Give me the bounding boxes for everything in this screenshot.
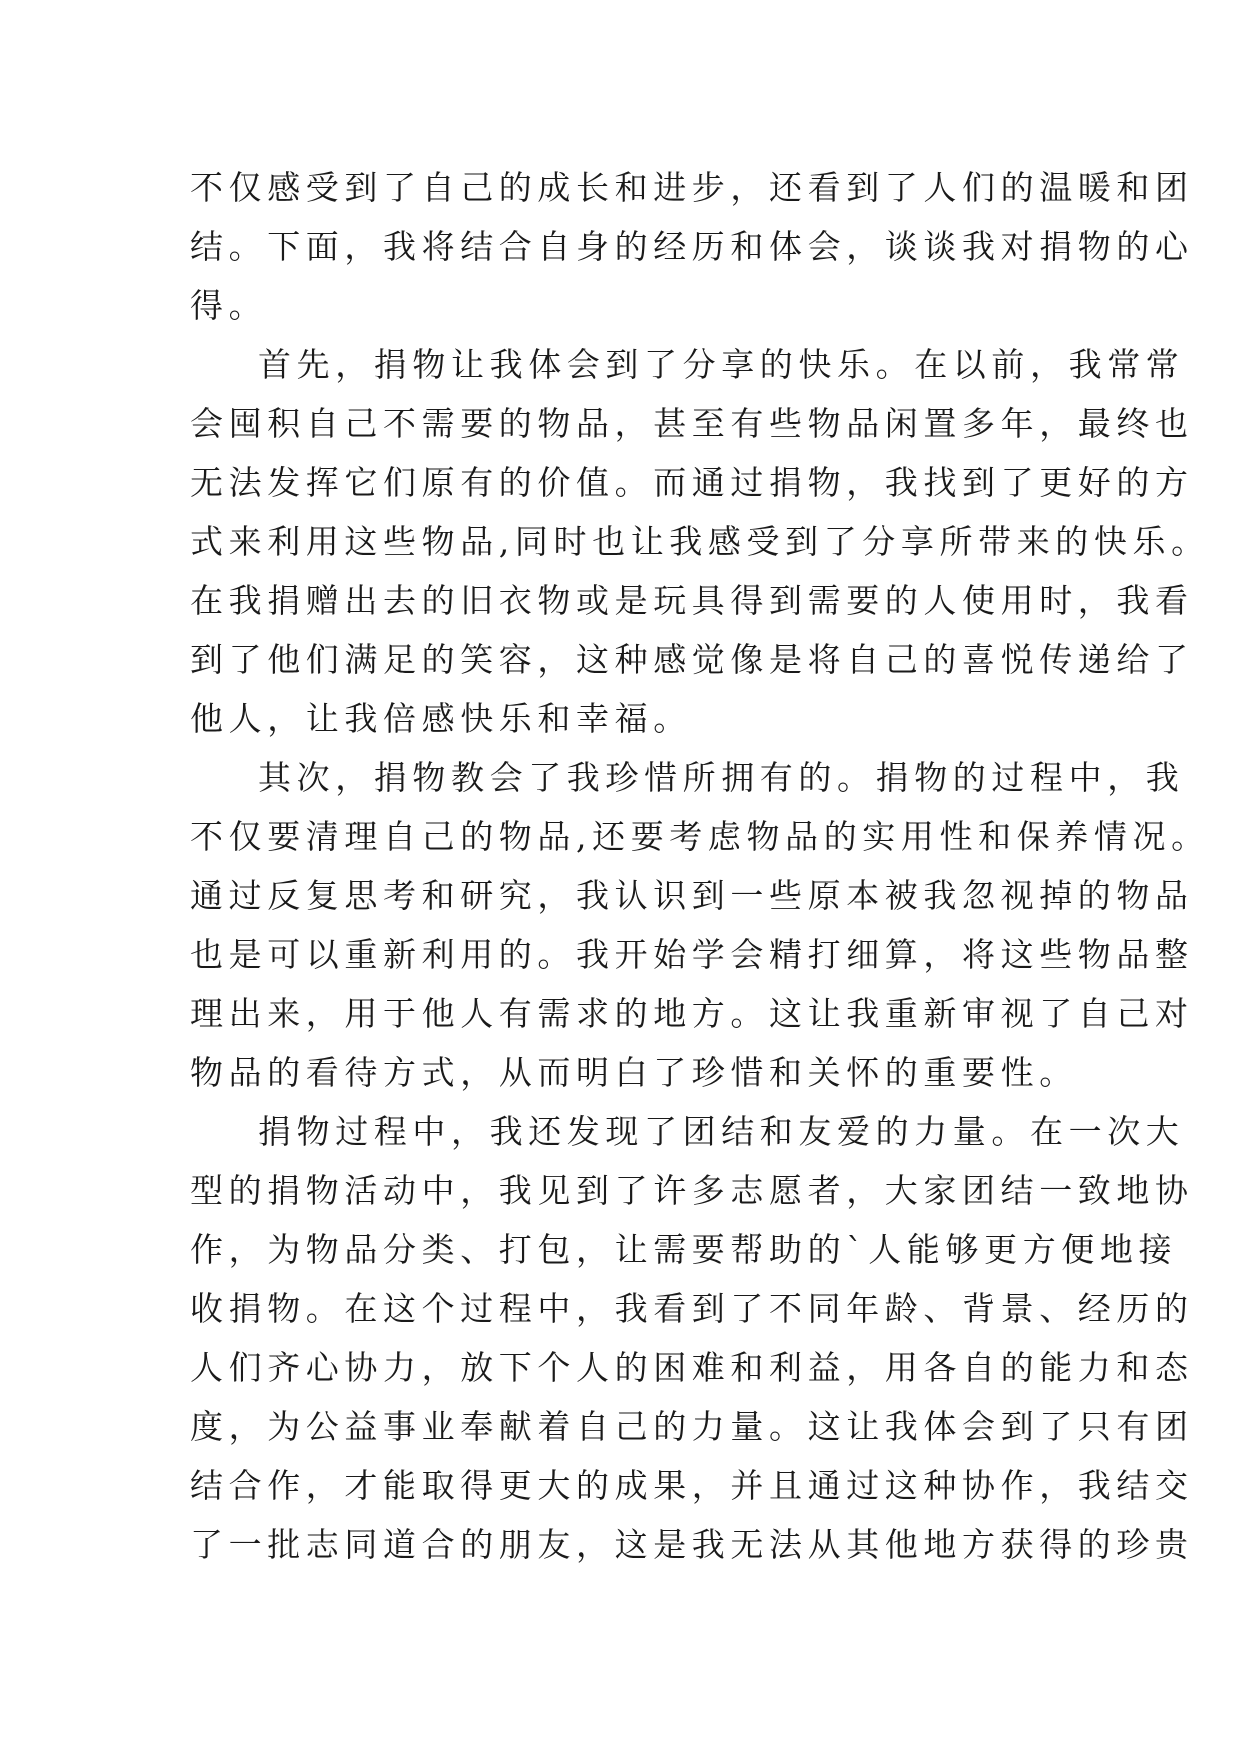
paragraph-intro-continued xyxy=(190,158,1194,335)
text-line: 到了他们满足的笑容，这种感觉像是将自己的喜悦传递给了 xyxy=(190,640,1194,679)
text-line: 不仅要清理自己的物品,还要考虑物品的实用性和保养情况。 xyxy=(190,817,1210,856)
text-line: 结。下面，我将结合自身的经历和体会，谈谈我对捐物的心 xyxy=(190,227,1194,266)
text-line-first: 捐物过程中，我还发现了团结和友爱的力量。在一次大 xyxy=(258,1112,1185,1151)
text-line: 型的捐物活动中，我见到了许多志愿者，大家团结一致地协 xyxy=(190,1171,1194,1210)
paragraph-unity xyxy=(190,1102,1194,1574)
text-line: 理出来，用于他人有需求的地方。这让我重新审视了自己对 xyxy=(190,994,1194,1033)
document-page xyxy=(190,158,1210,1574)
text-line: 不仅感受到了自己的成长和进步，还看到了人们的温暖和团 xyxy=(190,168,1194,207)
text-line: 也是可以重新利用的。我开始学会精打细算，将这些物品整 xyxy=(190,935,1194,974)
text-line-first: 首先，捐物让我体会到了分享的快乐。在以前，我常常 xyxy=(258,345,1185,384)
text-line: 得。 xyxy=(190,286,268,325)
text-line: 物品的看待方式，从而明白了珍惜和关怀的重要性。 xyxy=(190,1053,1078,1092)
text-line: 了一批志同道合的朋友，这是我无法从其他地方获得的珍贵 xyxy=(190,1525,1194,1564)
text-line: 式来利用这些物品,同时也让我感受到了分享所带来的快乐。 xyxy=(190,522,1210,561)
text-line: 会囤积自己不需要的物品，甚至有些物品闲置多年，最终也 xyxy=(190,404,1194,443)
text-line: 度，为公益事业奉献着自己的力量。这让我体会到了只有团 xyxy=(190,1407,1194,1446)
text-line: 收捐物。在这个过程中，我看到了不同年龄、背景、经历的 xyxy=(190,1289,1194,1328)
text-line: 结合作，才能取得更大的成果，并且通过这种协作，我结交 xyxy=(190,1466,1194,1505)
text-line: 人们齐心协力，放下个人的困难和利益，用各自的能力和态 xyxy=(190,1348,1194,1387)
text-line: 作，为物品分类、打包，让需要帮助的`人能够更方便地接 xyxy=(190,1230,1178,1269)
text-line: 在我捐赠出去的旧衣物或是玩具得到需要的人使用时，我看 xyxy=(190,581,1194,620)
text-line: 通过反复思考和研究，我认识到一些原本被我忽视掉的物品 xyxy=(190,876,1194,915)
paragraph-cherish xyxy=(190,748,1210,1102)
text-line-first: 其次，捐物教会了我珍惜所拥有的。捐物的过程中，我 xyxy=(258,758,1185,797)
text-line: 无法发挥它们原有的价值。而通过捐物，我找到了更好的方 xyxy=(190,463,1194,502)
text-line: 他人，让我倍感快乐和幸福。 xyxy=(190,699,692,738)
paragraph-sharing-joy xyxy=(190,335,1210,748)
